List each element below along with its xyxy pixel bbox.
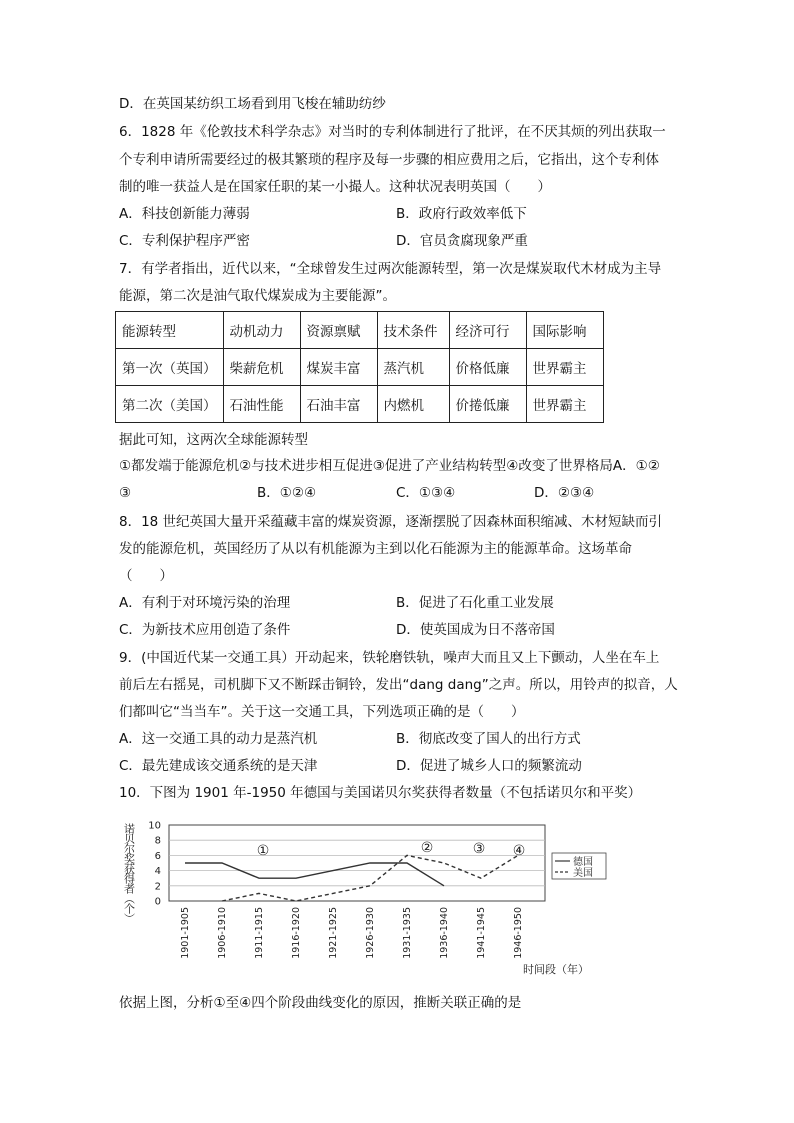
plot-frame (169, 825, 545, 901)
q9-stem-line-3: 们都叫它“当当车”。关于这一交通工具，下列选项正确的是（ ） (119, 704, 525, 720)
x-tick-label: 1921-1925 (328, 907, 339, 959)
y-tick-label: 0 (154, 896, 161, 908)
table-cell: 第二次（美国） (116, 386, 224, 423)
x-tick-label: 1901-1905 (180, 907, 191, 959)
legend-label: 德国 (573, 857, 593, 868)
series-line-germany (185, 863, 444, 886)
y-axis-label: 诺贝尔奖获得者（个） (122, 823, 136, 923)
q6-option-d: D．官员贪腐现象严重 (396, 233, 528, 249)
table-cell: 价格低廉 (449, 349, 526, 386)
y-tick-label: 2 (154, 881, 161, 893)
q5-option-d: D．在英国某纺织工场看到用飞梭在辅助纺纱 (119, 96, 386, 112)
x-tick-label: 1946-1950 (513, 907, 524, 959)
q8-option-a: A．有利于对环境污染的治理 (119, 595, 291, 611)
table-cell: 煤炭丰富 (300, 349, 377, 386)
table-header-cell: 动机动力 (223, 312, 300, 349)
q7-stem-line-2: 能源，第二次是油气取代煤炭成为主要能源”。 (119, 288, 396, 304)
q9-option-b: B．彻底改变了国人的出行方式 (396, 731, 581, 747)
table-cell: 价捲低廉 (449, 386, 526, 423)
stage-annotation-1: ① (256, 843, 270, 859)
x-tick-label: 1911-1915 (254, 907, 265, 959)
table-header-cell: 国际影响 (526, 312, 603, 349)
table-cell: 世界霸主 (526, 349, 603, 386)
table-cell: 蒸汽机 (377, 349, 449, 386)
table-header-cell: 资源禀赋 (300, 312, 377, 349)
table-header-cell: 技术条件 (377, 312, 449, 349)
q7-stem-line-1: 7．有学者指出，近代以来，“全球曾发生过两次能源转型，第一次是煤炭取代木材成为主导 (119, 261, 662, 277)
y-tick-label: 8 (154, 835, 161, 847)
table-cell: 第一次（英国） (116, 349, 224, 386)
q8-option-d: D．使英国成为日不落帝国 (396, 622, 555, 638)
y-tick-label: 4 (154, 866, 161, 878)
x-tick-label: 1906-1910 (217, 907, 228, 959)
q6-option-c: C．专利保护程序严密 (119, 233, 250, 249)
table-header-row (116, 312, 604, 349)
table-cell: 柴薪危机 (223, 349, 300, 386)
y-tick-label: 10 (148, 820, 161, 832)
q9-stem-line-1: 9．(中国近代某一交通工具）开动起来，铁轮磨铁轨，噪声大而且又上下颤动，人坐在车上 (119, 650, 660, 666)
x-tick-label: 1936-1940 (439, 907, 450, 959)
legend-label: 美国 (573, 868, 593, 879)
q10-after-text: 依据上图，分析①至④四个阶段曲线变化的原因，推断关联正确的是 (119, 995, 522, 1011)
q7-choices-line: ①都发端于能源危机②与技术进步相互促进③促进了产业结构转型④改变了世界格局A．①② (119, 458, 660, 474)
q9-stem-line-2: 前后左右摇晃，司机脚下又不断踩击铜铃，发出“dang dang”之声。所以，用铃声的拟音，人 (119, 677, 678, 693)
q7-option-a-cont: ③ (119, 485, 132, 501)
q8-stem-line-3: （ ） (119, 568, 173, 584)
q7-option-d: D．②③④ (534, 485, 595, 501)
q6-option-a: A．科技创新能力薄弱 (119, 206, 250, 222)
q6-stem-line-3: 制的唯一获益人是在国家任职的某一小撮人。这种状况表明英国（ ） (119, 179, 551, 195)
q9-option-d: D．促进了城乡人口的频繁流动 (396, 758, 582, 774)
q9-option-c: C．最先建成该交通系统的是天津 (119, 758, 318, 774)
x-tick-label: 1931-1935 (402, 907, 413, 959)
x-axis-label: 时间段（年） (523, 963, 589, 976)
energy-transition-table (115, 311, 604, 423)
q9-option-a: A．这一交通工具的动力是蒸汽机 (119, 731, 318, 747)
table-cell: 内燃机 (377, 386, 449, 423)
q10-stem: 10．下图为 1901 年-1950 年德国与美国诺贝尔奖获得者数量（不包括诺贝尔和平奖） (119, 785, 642, 801)
x-tick-label: 1916-1920 (291, 907, 302, 959)
q8-stem-line-2: 发的能源危机，英国经历了从以有机能源为主到以化石能源为主的能源革命。这场革命 (119, 541, 632, 557)
q6-option-b: B．政府行政效率低下 (396, 206, 527, 222)
stage-annotation-2: ② (420, 840, 434, 856)
stage-annotation-3: ③ (472, 841, 486, 857)
nobel-line-chart (115, 813, 625, 978)
table-header-cell: 经济可行 (449, 312, 526, 349)
table-cell: 石油丰富 (300, 386, 377, 423)
x-tick-label: 1926-1930 (365, 907, 376, 959)
table-header-cell: 能源转型 (116, 312, 224, 349)
q7-option-c: C．①③④ (396, 485, 456, 501)
q7-option-b: B．①②④ (257, 485, 317, 501)
q8-option-c: C．为新技术应用创造了条件 (119, 622, 291, 638)
x-tick-label: 1941-1945 (476, 907, 487, 959)
q6-stem-line-1: 6．1828 年《伦敦技术科学杂志》对当时的专利体制进行了批评，在不厌其烦的列出获取一 (119, 124, 666, 140)
table-cell: 石油性能 (223, 386, 300, 423)
stage-annotation-4: ④ (512, 843, 526, 859)
table-cell: 世界霸主 (526, 386, 603, 423)
table-row (116, 349, 604, 386)
table-row (116, 386, 604, 423)
q8-option-b: B．促进了石化重工业发展 (396, 595, 554, 611)
q8-stem-line-1: 8．18 世纪英国大量开采蕴藏丰富的煤炭资源，逐渐摆脱了因森林面积缩减、木材短缺而引 (119, 514, 663, 530)
q7-after-text: 据此可知，这两次全球能源转型 (119, 432, 308, 448)
q6-stem-line-2: 个专利申请所需要经过的极其繁琐的程序及每一步骤的相应费用之后，它指出，这个专利体 (119, 152, 659, 168)
y-tick-label: 6 (154, 850, 161, 862)
